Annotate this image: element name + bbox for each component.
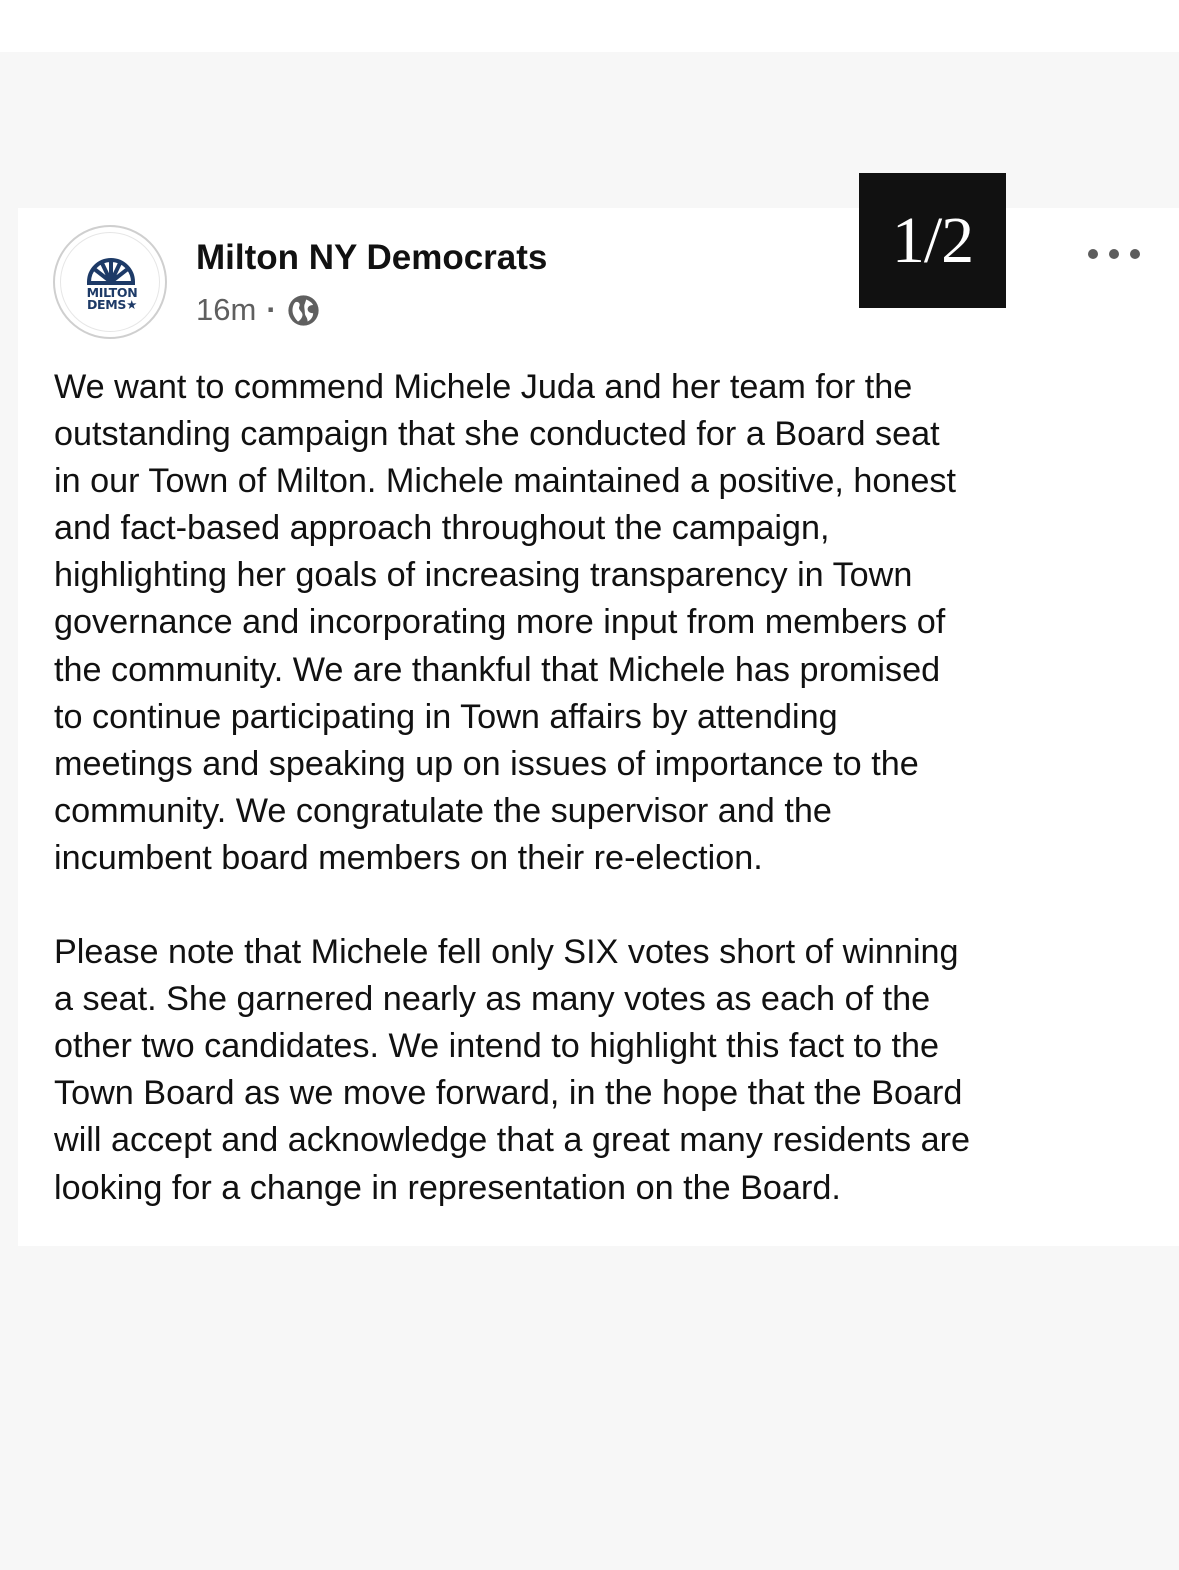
text-line: governance and incorporating more input from members of bbox=[54, 603, 946, 642]
text-line: community. We congratulate the supervisor and the bbox=[54, 791, 832, 830]
post-card bbox=[18, 204, 1179, 1246]
text-line: and fact-based approach throughout the campaign, bbox=[54, 509, 830, 548]
text-line: We want to commend Michele Juda and her team for the bbox=[54, 368, 913, 406]
more-dots-icon bbox=[1109, 249, 1119, 259]
page-counter-badge: 1/2 bbox=[859, 173, 1006, 308]
post-body bbox=[54, 364, 1164, 1212]
post-paragraph-2 bbox=[54, 929, 1164, 1212]
text-line: incumbent board members on their re-election. bbox=[54, 838, 763, 877]
text-line: outstanding campaign that she conducted for a Board seat bbox=[54, 415, 940, 454]
text-line: other two candidates. We intend to highlight this fact to the bbox=[54, 1027, 939, 1066]
more-options-button[interactable] bbox=[1088, 244, 1140, 264]
avatar-text-line1: MILTON bbox=[86, 285, 138, 300]
text-line: Please note that Michele fell only SIX votes short of winning bbox=[54, 933, 959, 972]
text-line: to continue participating in Town affairs by attending bbox=[54, 697, 838, 736]
text-line: a seat. She garnered nearly as many votes as each of the bbox=[54, 980, 931, 1019]
paragraph-gap bbox=[54, 882, 1164, 929]
sunburst-logo-icon bbox=[85, 248, 137, 288]
post-meta bbox=[196, 292, 320, 328]
avatar[interactable] bbox=[53, 225, 167, 339]
text-line: in our Town of Milton. Michele maintained a positive, honest bbox=[54, 462, 957, 501]
text-line: looking for a change in representation on the Board. bbox=[54, 1168, 841, 1207]
post-timestamp[interactable]: 16m bbox=[196, 292, 257, 327]
globe-icon[interactable] bbox=[287, 294, 320, 327]
page-name-link[interactable]: Milton NY Democrats bbox=[196, 238, 548, 277]
avatar-text-line2: DEMS★ bbox=[86, 297, 138, 312]
text-line: will accept and acknowledge that a great many residents are bbox=[54, 1121, 970, 1160]
text-line: highlighting her goals of increasing transparency in Town bbox=[54, 556, 913, 595]
text-line: Town Board as we move forward, in the hope that the Board bbox=[54, 1074, 963, 1113]
text-line: meetings and speaking up on issues of importance to the bbox=[54, 744, 919, 783]
more-dots-icon bbox=[1088, 249, 1098, 259]
meta-separator: · bbox=[266, 292, 277, 327]
more-dots-icon bbox=[1130, 249, 1140, 259]
top-strip bbox=[0, 0, 1179, 52]
text-line: the community. We are thankful that Michele has promised bbox=[54, 650, 941, 689]
post-paragraph-1 bbox=[54, 364, 1164, 882]
